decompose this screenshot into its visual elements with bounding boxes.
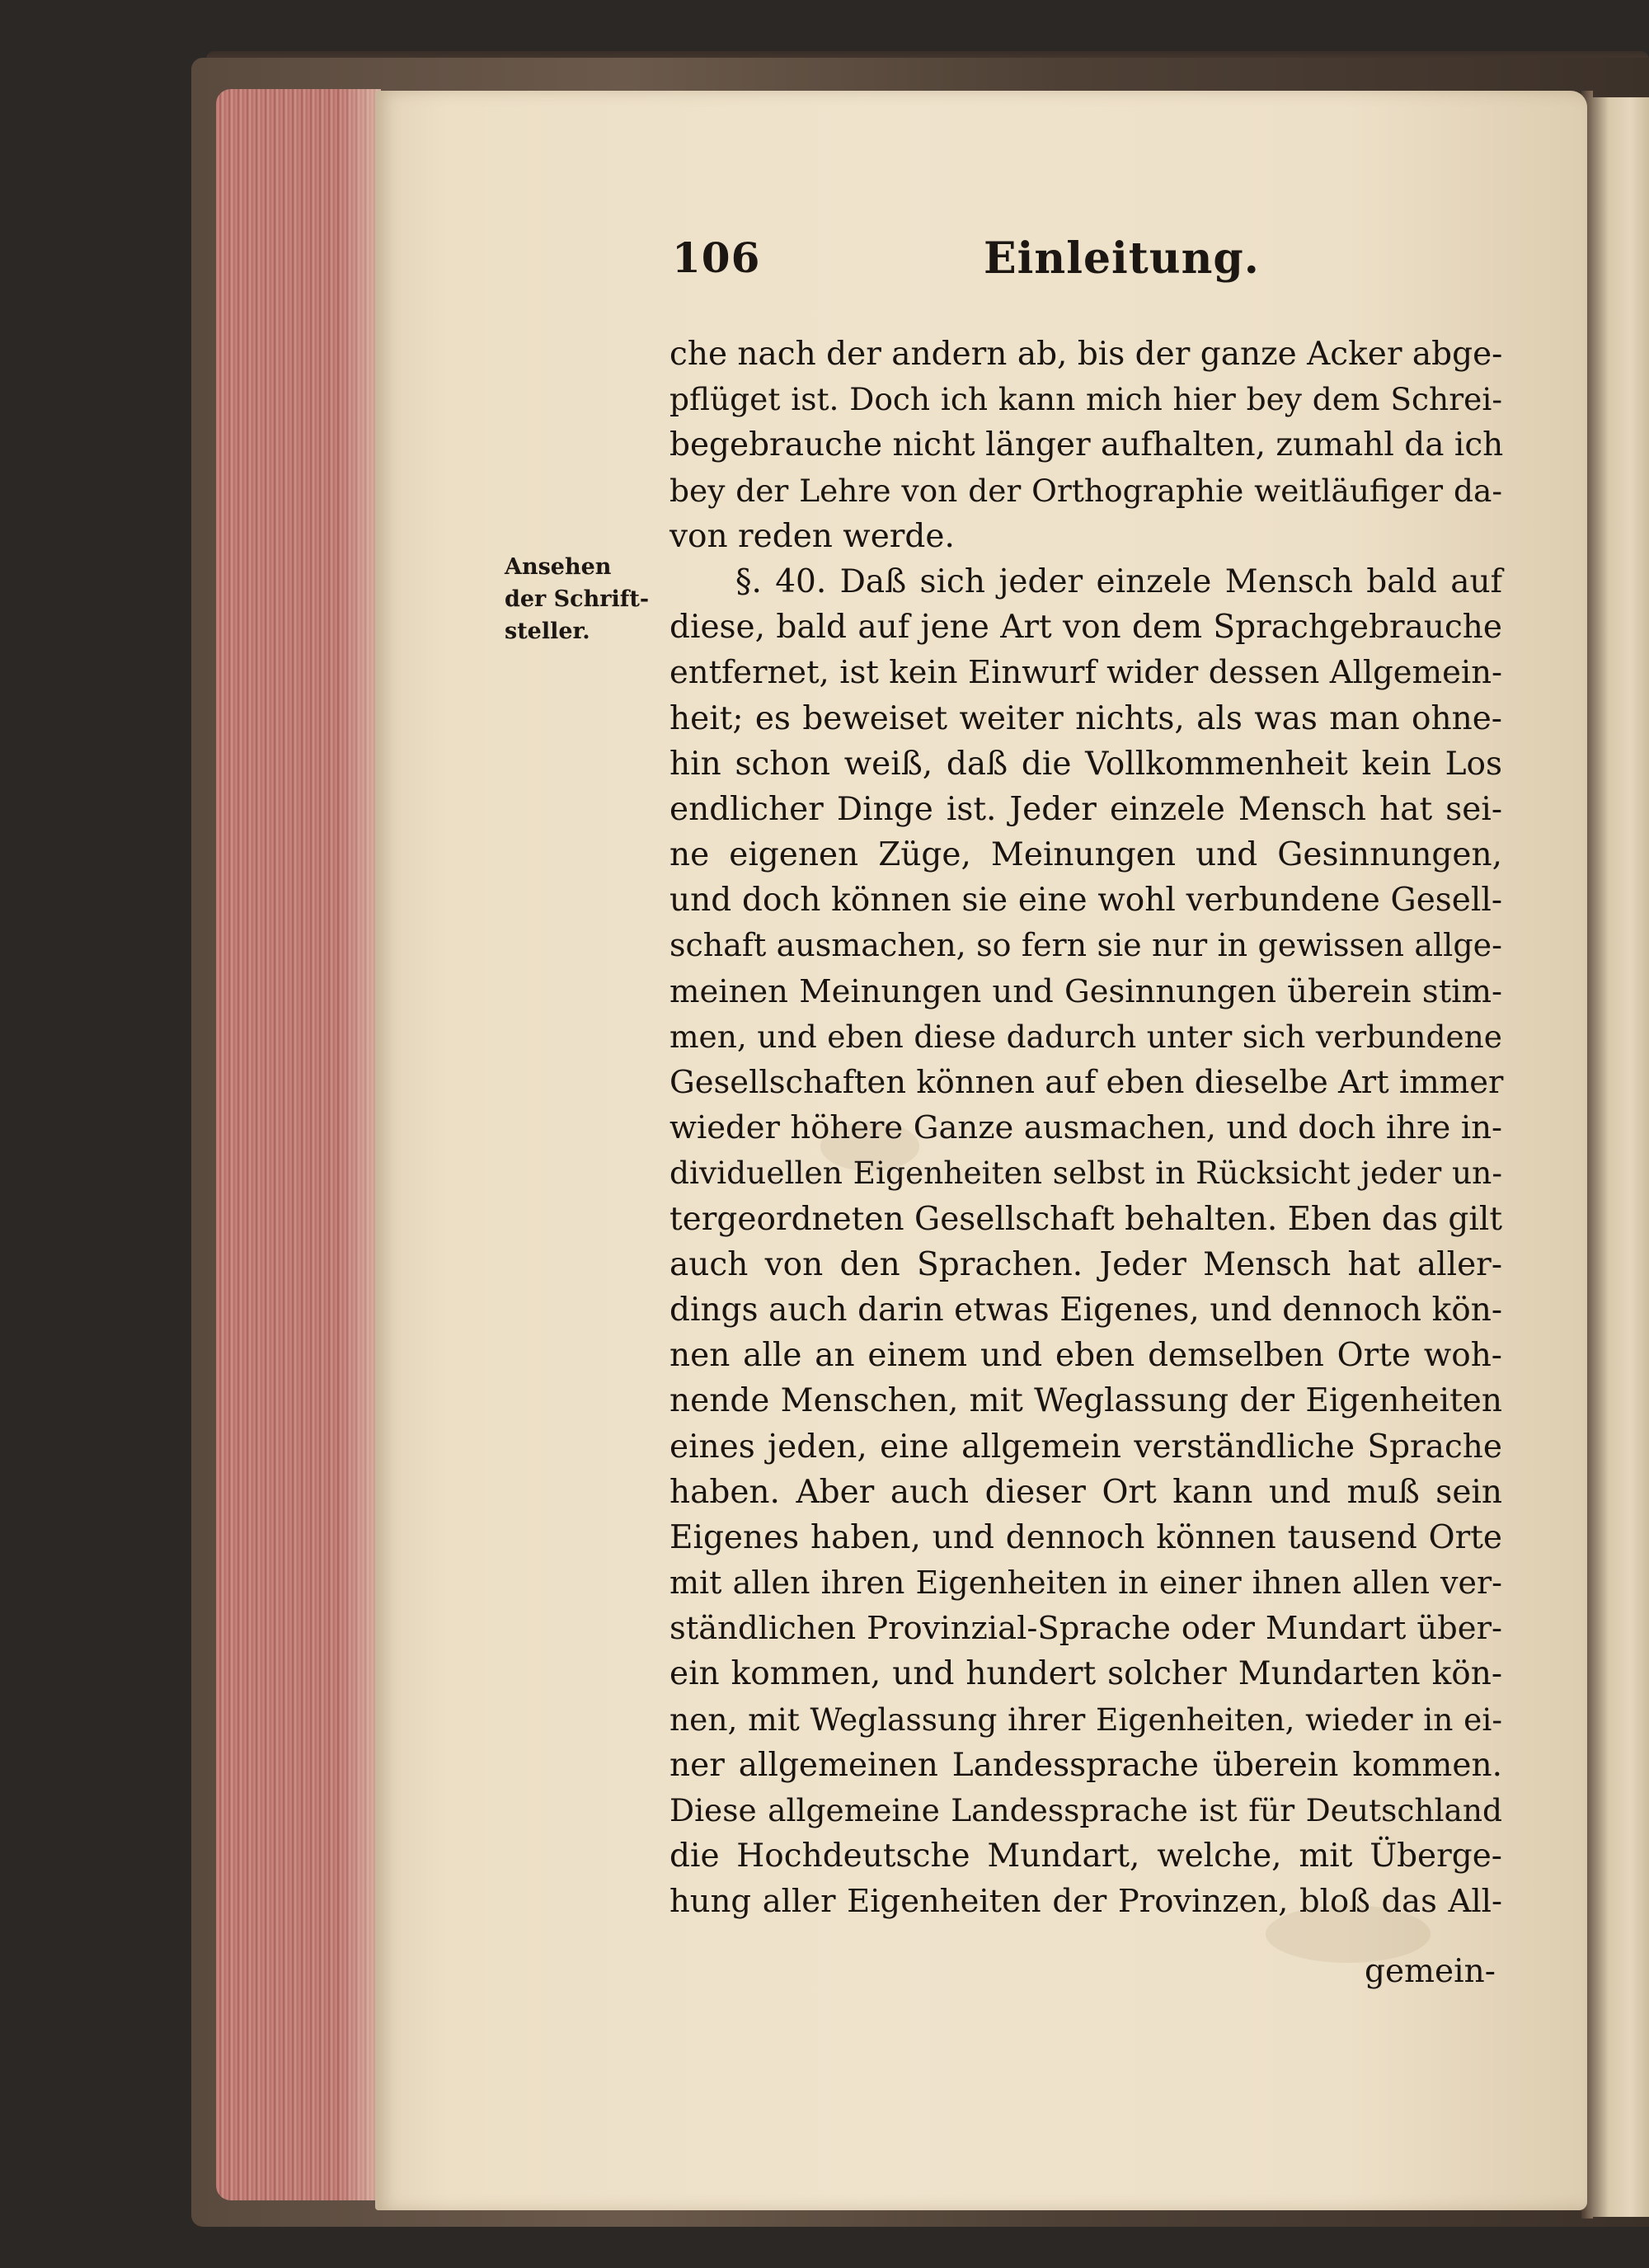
- text-line: entfernet, ist kein Einwurf wider dessen Allgemein-: [669, 654, 1502, 692]
- text-line: von reden werde.: [669, 517, 955, 555]
- text-line: dividuellen Eigenheiten selbst in Rücksicht jeder un-: [669, 1155, 1502, 1192]
- text-line: ne eigenen Züge, Meinungen und Gesinnungen,: [669, 836, 1502, 874]
- text-line: nen, mit Weglassung ihrer Eigenheiten, wieder in ei-: [669, 1701, 1502, 1738]
- text-line: nende Menschen, mit Weglassung der Eigenheiten: [669, 1382, 1502, 1420]
- margin-note-line: der Schrift-: [505, 586, 650, 612]
- margin-note-line: Ansehen: [505, 554, 612, 580]
- catchword: gemein-: [1365, 1953, 1496, 1990]
- text-line: eines jeden, eine allgemein verständliche Sprache: [669, 1428, 1502, 1466]
- text-line: nen alle an einem und eben demselben Orte woh-: [669, 1337, 1502, 1375]
- text-line: wieder höhere Ganze ausmachen, und doch ihre in-: [669, 1109, 1502, 1147]
- body-text: [669, 332, 1502, 1925]
- text-line: begebrauche nicht länger aufhalten, zumahl da ich: [669, 426, 1504, 464]
- text-line: diese, bald auf jene Art von dem Sprachgebrauche: [669, 609, 1502, 647]
- text-line: dings auch darin etwas Eigenes, und dennoch kön-: [669, 1291, 1502, 1329]
- text-line: men, und eben diese dadurch unter sich verbundene: [669, 1018, 1502, 1055]
- text-line: pflüget ist. Doch ich kann mich hier bey dem Schrei-: [669, 381, 1502, 418]
- text-line: Eigenes haben, und dennoch können tausend Orte: [669, 1518, 1502, 1556]
- text-line: §. 40. Daß sich jeder einzele Mensch bald auf: [735, 562, 1502, 600]
- text-line: mit allen ihren Eigenheiten in einer ihnen allen ver-: [669, 1565, 1502, 1602]
- text-line: Diese allgemeine Landessprache ist für Deutschland: [669, 1792, 1502, 1828]
- margin-note-line: steller.: [505, 619, 590, 644]
- text-line: ner allgemeinen Landessprache überein kommen.: [669, 1746, 1502, 1784]
- page-edges: [216, 89, 381, 2200]
- text-line: heit; es beweiset weiter nichts, als was man ohne-: [669, 699, 1502, 737]
- facing-page: [1587, 97, 1649, 2217]
- text-line: tergeordneten Gesellschaft behalten. Eben das gilt: [669, 1200, 1502, 1238]
- text-line: die Hochdeutsche Mundart, welche, mit Überge-: [669, 1837, 1502, 1875]
- text-line: bey der Lehre von der Orthographie weitläufiger da-: [669, 472, 1502, 509]
- text-line: haben. Aber auch dieser Ort kann und muß sein: [669, 1473, 1502, 1511]
- text-line: hung aller Eigenheiten der Provinzen, bloß das All-: [669, 1883, 1502, 1921]
- text-line: schaft ausmachen, so fern sie nur in gewissen allge-: [669, 927, 1502, 964]
- text-line: auch von den Sprachen. Jeder Mensch hat aller-: [669, 1245, 1502, 1283]
- text-line: und doch können sie eine wohl verbundene Gesell-: [669, 882, 1502, 920]
- text-line: che nach der andern ab, bis der ganze Acker abge-: [669, 336, 1503, 373]
- text-line: Gesellschaften können auf eben dieselbe Art immer: [669, 1064, 1504, 1101]
- text-line: meinen Meinungen und Gesinnungen überein stim-: [669, 972, 1502, 1010]
- text-line: ein kommen, und hundert solcher Mundarten kön-: [669, 1655, 1502, 1693]
- page-header: [672, 233, 1496, 291]
- text-line: ständlichen Provinzial-Sprache oder Mundart über-: [669, 1610, 1502, 1648]
- text-line: endlicher Dinge ist. Jeder einzele Mensch hat sei-: [669, 790, 1502, 828]
- page-number: 106: [672, 233, 761, 282]
- running-title: Einleitung.: [984, 233, 1260, 284]
- margin-note: [505, 551, 669, 647]
- text-line: hin schon weiß, daß die Vollkommenheit kein Los: [669, 745, 1502, 783]
